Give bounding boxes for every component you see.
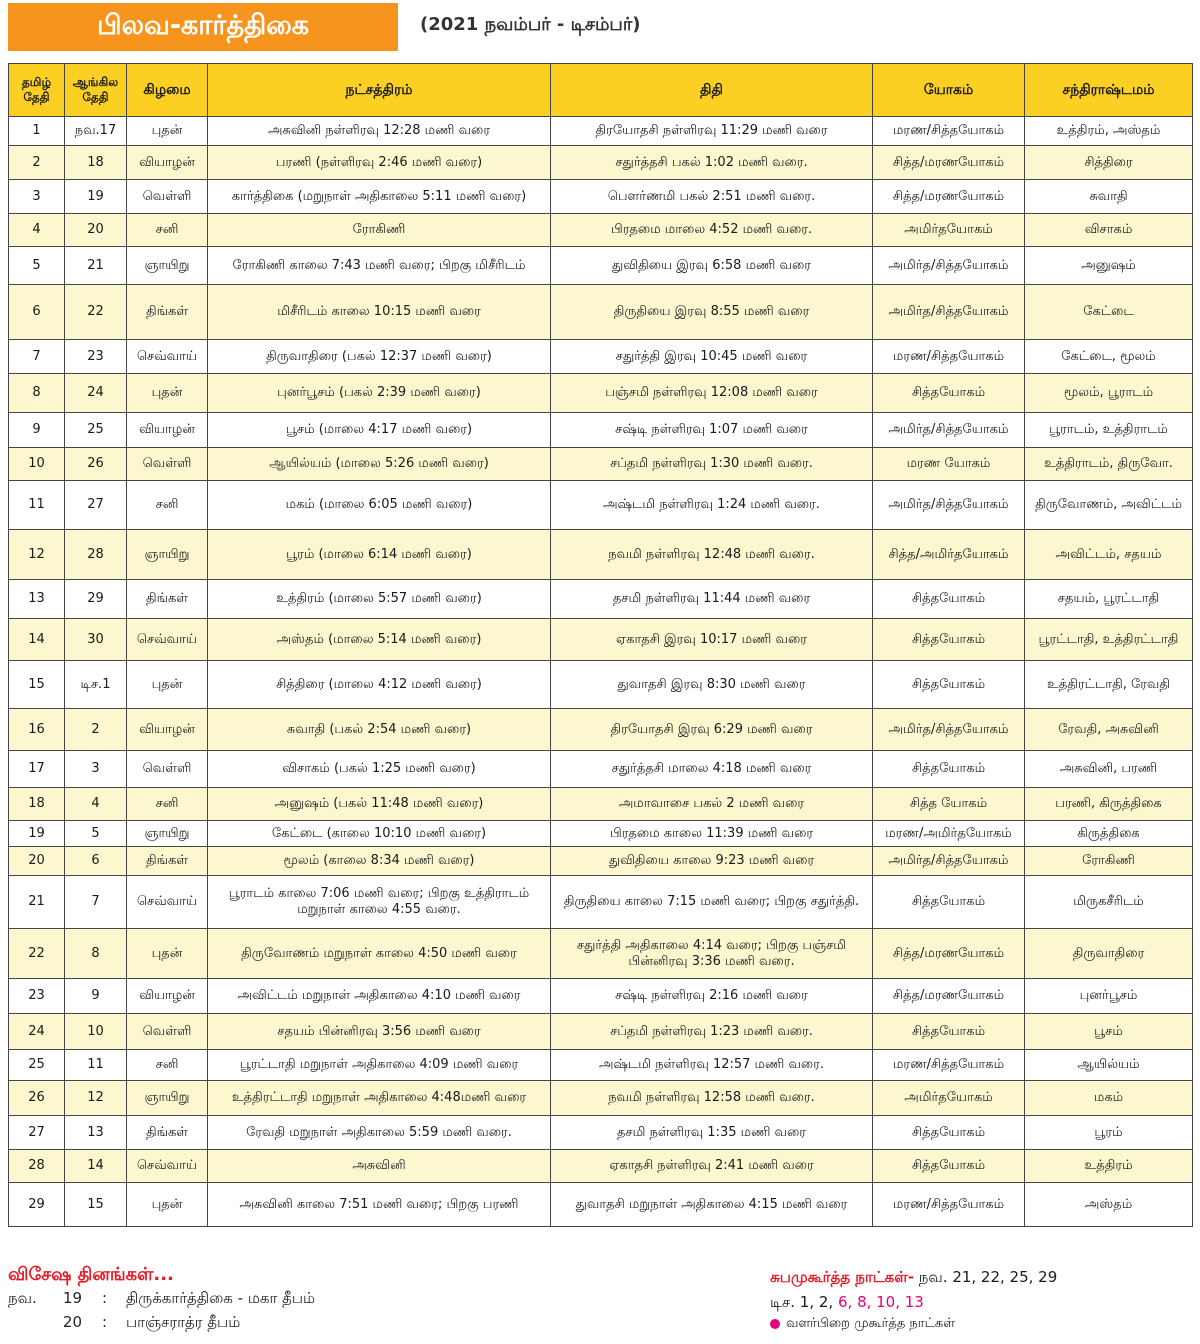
english-date-cell: 11 — [65, 1050, 127, 1081]
tithi-cell: சதுர்த்தசி பகல் 1:02 மணி வரை. — [551, 146, 873, 180]
tithi-cell: சஷ்டி நள்ளிரவு 2:16 மணி வரை — [551, 979, 873, 1014]
yogam-cell: அமிர்த/சித்தயோகம் — [873, 709, 1025, 751]
tamil-date-cell: 6 — [9, 285, 65, 340]
chandrashtamam-cell: உத்திரம் — [1025, 1150, 1193, 1183]
yogam-cell: அமிர்த/சித்தயோகம் — [873, 247, 1025, 285]
english-date-cell: 21 — [65, 247, 127, 285]
weekday-cell: திங்கள் — [127, 1116, 208, 1150]
weekday-cell: புதன் — [127, 661, 208, 709]
chandrashtamam-cell: சதயம், பூரட்டாதி — [1025, 580, 1193, 619]
tithi-cell: சதுர்த்தி இரவு 10:45 மணி வரை — [551, 340, 873, 374]
yogam-cell: மரண யோகம் — [873, 448, 1025, 481]
table-header-row — [9, 64, 1193, 117]
english-date-cell: 8 — [65, 929, 127, 979]
yogam-cell: மரண/சித்தயோகம் — [873, 340, 1025, 374]
tamil-date-cell: 12 — [9, 530, 65, 580]
column-header: தமிழ் தேதி — [9, 64, 65, 117]
tithi-cell: திரயோதசி நள்ளிரவு 11:29 மணி வரை — [551, 117, 873, 146]
nakshatra-cell: திருவாதிரை (பகல் 12:37 மணி வரை) — [208, 340, 551, 374]
weekday-cell: சனி — [127, 214, 208, 247]
tithi-cell: பிரதமை மாலை 4:52 மணி வரை. — [551, 214, 873, 247]
table-row — [9, 340, 1193, 374]
tithi-cell: அமாவாசை பகல் 2 மணி வரை — [551, 788, 873, 821]
table-row — [9, 374, 1193, 413]
muhurtha-dec-dates: 1, 2, — [799, 1293, 834, 1311]
nakshatra-cell: சதயம் பின்னிரவு 3:56 மணி வரை — [208, 1014, 551, 1050]
yogam-cell: சித்தயோகம் — [873, 580, 1025, 619]
special-days-title: விசேஷ தினங்கள்... — [8, 1264, 174, 1285]
title-banner — [8, 3, 398, 51]
special-day-date: 20 — [62, 1313, 82, 1331]
table-row — [9, 214, 1193, 247]
tithi-cell: திருதியை காலை 7:15 மணி வரை; பிறகு சதுர்த்தி. — [551, 876, 873, 929]
tamil-date-cell: 15 — [9, 661, 65, 709]
english-date-cell: 15 — [65, 1183, 127, 1227]
chandrashtamam-cell: கேட்டை — [1025, 285, 1193, 340]
tithi-cell: துவாதசி இரவு 8:30 மணி வரை — [551, 661, 873, 709]
chandrashtamam-cell: திருவோணம், அவிட்டம் — [1025, 481, 1193, 530]
english-date-cell: 5 — [65, 821, 127, 847]
english-date-cell: 4 — [65, 788, 127, 821]
weekday-cell: திங்கள் — [127, 847, 208, 876]
special-day-row — [8, 1313, 508, 1333]
tamil-date-cell: 5 — [9, 247, 65, 285]
muhurtha-legend-text: வளர்பிறை முகூர்த்த நாட்கள் — [786, 1316, 955, 1331]
weekday-cell: வெள்ளி — [127, 180, 208, 214]
table-row — [9, 117, 1193, 146]
table-row — [9, 1183, 1193, 1227]
tamil-date-cell: 22 — [9, 929, 65, 979]
special-day-row — [8, 1289, 508, 1309]
chandrashtamam-cell: சித்திரை — [1025, 146, 1193, 180]
tamil-date-cell: 28 — [9, 1150, 65, 1183]
nakshatra-cell: சித்திரை (மாலை 4:12 மணி வரை) — [208, 661, 551, 709]
muhurtha-legend — [770, 1316, 955, 1332]
tithi-cell: தசமி நள்ளிரவு 1:35 மணி வரை — [551, 1116, 873, 1150]
tamil-date-cell: 4 — [9, 214, 65, 247]
weekday-cell: புதன் — [127, 117, 208, 146]
nakshatra-cell: அசுவினி காலை 7:51 மணி வரை; பிறகு பரணி — [208, 1183, 551, 1227]
english-date-cell: 10 — [65, 1014, 127, 1050]
nakshatra-cell: அஸ்தம் (மாலை 5:14 மணி வரை) — [208, 619, 551, 661]
english-date-cell: 7 — [65, 876, 127, 929]
chandrashtamam-cell: அனுஷம் — [1025, 247, 1193, 285]
tamil-date-cell: 29 — [9, 1183, 65, 1227]
tithi-cell: துவாதசி மறுநாள் அதிகாலை 4:15 மணி வரை — [551, 1183, 873, 1227]
nakshatra-cell: பரணி (நள்ளிரவு 2:46 மணி வரை) — [208, 146, 551, 180]
weekday-cell: திங்கள் — [127, 580, 208, 619]
weekday-cell: வியாழன் — [127, 413, 208, 448]
tithi-cell: நவமி நள்ளிரவு 12:58 மணி வரை. — [551, 1081, 873, 1116]
column-header: நட்சத்திரம் — [208, 64, 551, 117]
table-row — [9, 1150, 1193, 1183]
english-date-cell: டிச.1 — [65, 661, 127, 709]
english-date-cell: 13 — [65, 1116, 127, 1150]
column-header: யோகம் — [873, 64, 1025, 117]
nakshatra-cell: மகம் (மாலை 6:05 மணி வரை) — [208, 481, 551, 530]
weekday-cell: வெள்ளி — [127, 751, 208, 788]
chandrashtamam-cell: பூரட்டாதி, உத்திரட்டாதி — [1025, 619, 1193, 661]
nakshatra-cell: சுவாதி (பகல் 2:54 மணி வரை) — [208, 709, 551, 751]
table-row — [9, 1081, 1193, 1116]
page-subtitle: (2021 நவம்பர் - டிசம்பர்) — [420, 14, 641, 35]
table-row — [9, 821, 1193, 847]
tithi-cell: பஞ்சமி நள்ளிரவு 12:08 மணி வரை — [551, 374, 873, 413]
english-date-cell: 27 — [65, 481, 127, 530]
table-row — [9, 847, 1193, 876]
weekday-cell: ஞாயிறு — [127, 821, 208, 847]
tithi-cell: சதுர்த்தி அதிகாலை 4:14 வரை; பிறகு பஞ்சமி பின்னிரவு 3:36 மணி வரை. — [551, 929, 873, 979]
chandrashtamam-cell: பூசம் — [1025, 1014, 1193, 1050]
chandrashtamam-cell: ரோகிணி — [1025, 847, 1193, 876]
weekday-cell: வியாழன் — [127, 709, 208, 751]
nakshatra-cell: உத்திரம் (மாலை 5:57 மணி வரை) — [208, 580, 551, 619]
nakshatra-cell: கார்த்திகை (மறுநாள் அதிகாலை 5:11 மணி வரை) — [208, 180, 551, 214]
yogam-cell: சித்தயோகம் — [873, 374, 1025, 413]
chandrashtamam-cell: பரணி, கிருத்திகை — [1025, 788, 1193, 821]
nakshatra-cell: திருவோணம் மறுநாள் காலை 4:50 மணி வரை — [208, 929, 551, 979]
column-header: சந்திராஷ்டமம் — [1025, 64, 1193, 117]
weekday-cell: வெள்ளி — [127, 448, 208, 481]
tamil-date-cell: 20 — [9, 847, 65, 876]
english-date-cell: 3 — [65, 751, 127, 788]
yogam-cell: மரண/சித்தயோகம் — [873, 1183, 1025, 1227]
chandrashtamam-cell: மூலம், பூராடம் — [1025, 374, 1193, 413]
weekday-cell: செவ்வாய் — [127, 340, 208, 374]
yogam-cell: மரண/அமிர்தயோகம் — [873, 821, 1025, 847]
english-date-cell: 25 — [65, 413, 127, 448]
tithi-cell: திரயோதசி இரவு 6:29 மணி வரை — [551, 709, 873, 751]
english-date-cell: 26 — [65, 448, 127, 481]
tamil-date-cell: 11 — [9, 481, 65, 530]
tamil-date-cell: 21 — [9, 876, 65, 929]
weekday-cell: செவ்வாய் — [127, 1150, 208, 1183]
tithi-cell: ஏகாதசி நள்ளிரவு 2:41 மணி வரை — [551, 1150, 873, 1183]
nakshatra-cell: விசாகம் (பகல் 1:25 மணி வரை) — [208, 751, 551, 788]
yogam-cell: அமிர்த/சித்தயோகம் — [873, 481, 1025, 530]
yogam-cell: மரண/சித்தயோகம் — [873, 117, 1025, 146]
chandrashtamam-cell: திருவாதிரை — [1025, 929, 1193, 979]
tithi-cell: திருதியை இரவு 8:55 மணி வரை — [551, 285, 873, 340]
muhurtha-dec-line — [770, 1293, 924, 1313]
yogam-cell: அமிர்தயோகம் — [873, 1081, 1025, 1116]
weekday-cell: ஞாயிறு — [127, 530, 208, 580]
english-date-cell: 6 — [65, 847, 127, 876]
chandrashtamam-cell: ஆயில்யம் — [1025, 1050, 1193, 1081]
table-row — [9, 247, 1193, 285]
tamil-date-cell: 16 — [9, 709, 65, 751]
table-row — [9, 1050, 1193, 1081]
nakshatra-cell: பூரட்டாதி மறுநாள் அதிகாலை 4:09 மணி வரை — [208, 1050, 551, 1081]
tamil-date-cell: 1 — [9, 117, 65, 146]
tamil-date-cell: 25 — [9, 1050, 65, 1081]
yogam-cell: சித்தயோகம் — [873, 661, 1025, 709]
chandrashtamam-cell: விசாகம் — [1025, 214, 1193, 247]
tamil-date-cell: 27 — [9, 1116, 65, 1150]
weekday-cell: ஞாயிறு — [127, 1081, 208, 1116]
table-row — [9, 448, 1193, 481]
muhurtha-nov-dates: நவ. 21, 22, 25, 29 — [918, 1268, 1058, 1286]
chandrashtamam-cell: பூரம் — [1025, 1116, 1193, 1150]
yogam-cell: சித்த/மரணயோகம் — [873, 180, 1025, 214]
yogam-cell: அமிர்த/சித்தயோகம் — [873, 285, 1025, 340]
nakshatra-cell: மூலம் (காலை 8:34 மணி வரை) — [208, 847, 551, 876]
table-row — [9, 788, 1193, 821]
chandrashtamam-cell: உத்திரம், அஸ்தம் — [1025, 117, 1193, 146]
weekday-cell: புதன் — [127, 374, 208, 413]
special-day-text: திருக்கார்த்திகை - மகா தீபம் — [126, 1289, 316, 1307]
tamil-date-cell: 14 — [9, 619, 65, 661]
chandrashtamam-cell: அஸ்தம் — [1025, 1183, 1193, 1227]
tamil-date-cell: 24 — [9, 1014, 65, 1050]
yogam-cell: சித்தயோகம் — [873, 876, 1025, 929]
tamil-date-cell: 10 — [9, 448, 65, 481]
nakshatra-cell: பூரம் (மாலை 6:14 மணி வரை) — [208, 530, 551, 580]
yogam-cell: சித்தயோகம் — [873, 619, 1025, 661]
weekday-cell: செவ்வாய் — [127, 876, 208, 929]
weekday-cell: ஞாயிறு — [127, 247, 208, 285]
nakshatra-cell: மிசீரிடம் காலை 10:15 மணி வரை — [208, 285, 551, 340]
tamil-date-cell: 8 — [9, 374, 65, 413]
tamil-date-cell: 13 — [9, 580, 65, 619]
english-date-cell: 28 — [65, 530, 127, 580]
muhurtha-dec-waxing-dates: 6, 8, 10, 13 — [837, 1293, 924, 1311]
tithi-cell: துவிதியை இரவு 6:58 மணி வரை — [551, 247, 873, 285]
page-title: பிலவ-கார்த்திகை — [96, 9, 310, 41]
table-row — [9, 661, 1193, 709]
yogam-cell: சித்தயோகம் — [873, 751, 1025, 788]
yogam-cell: சித்த யோகம் — [873, 788, 1025, 821]
column-header: கிழமை — [127, 64, 208, 117]
column-header: ஆங்கில தேதி — [65, 64, 127, 117]
tamil-date-cell: 9 — [9, 413, 65, 448]
english-date-cell: நவ.17 — [65, 117, 127, 146]
nakshatra-cell: அனுஷம் (பகல் 11:48 மணி வரை) — [208, 788, 551, 821]
yogam-cell: அமிர்த/சித்தயோகம் — [873, 847, 1025, 876]
tithi-cell: சப்தமி நள்ளிரவு 1:23 மணி வரை. — [551, 1014, 873, 1050]
nakshatra-cell: அசுவினி நள்ளிரவு 12:28 மணி வரை — [208, 117, 551, 146]
english-date-cell: 19 — [65, 180, 127, 214]
yogam-cell: அமிர்த/சித்தயோகம் — [873, 413, 1025, 448]
chandrashtamam-cell: உத்திராடம், திருவோ. — [1025, 448, 1193, 481]
tithi-cell: அஷ்டமி நள்ளிரவு 1:24 மணி வரை. — [551, 481, 873, 530]
english-date-cell: 9 — [65, 979, 127, 1014]
special-day-date: 19 — [62, 1289, 82, 1307]
nakshatra-cell: பூசம் (மாலை 4:17 மணி வரை) — [208, 413, 551, 448]
muhurtha-title: சுபமுகூர்த்த நாட்கள்- — [770, 1268, 915, 1286]
table-row — [9, 146, 1193, 180]
tamil-date-cell: 18 — [9, 788, 65, 821]
chandrashtamam-cell: பூராடம், உத்திராடம் — [1025, 413, 1193, 448]
english-date-cell: 14 — [65, 1150, 127, 1183]
nakshatra-cell: புனர்பூசம் (பகல் 2:39 மணி வரை) — [208, 374, 551, 413]
yogam-cell: மரண/சித்தயோகம் — [873, 1050, 1025, 1081]
english-date-cell: 23 — [65, 340, 127, 374]
nakshatra-cell: அசுவினி — [208, 1150, 551, 1183]
table-row — [9, 929, 1193, 979]
yogam-cell: சித்தயோகம் — [873, 1150, 1025, 1183]
table-row — [9, 619, 1193, 661]
tamil-date-cell: 17 — [9, 751, 65, 788]
tithi-cell: பிரதமை காலை 11:39 மணி வரை — [551, 821, 873, 847]
tithi-cell: நவமி நள்ளிரவு 12:48 மணி வரை. — [551, 530, 873, 580]
nakshatra-cell: பூராடம் காலை 7:06 மணி வரை; பிறகு உத்திராடம் மறுநாள் காலை 4:55 வரை. — [208, 876, 551, 929]
tamil-date-cell: 7 — [9, 340, 65, 374]
table-row — [9, 876, 1193, 929]
table-row — [9, 530, 1193, 580]
yogam-cell: அமிர்தயோகம் — [873, 214, 1025, 247]
weekday-cell: திங்கள் — [127, 285, 208, 340]
chandrashtamam-cell: கிருத்திகை — [1025, 821, 1193, 847]
table-row — [9, 180, 1193, 214]
english-date-cell: 24 — [65, 374, 127, 413]
nakshatra-cell: ரேவதி மறுநாள் அதிகாலை 5:59 மணி வரை. — [208, 1116, 551, 1150]
english-date-cell: 20 — [65, 214, 127, 247]
weekday-cell: புதன் — [127, 929, 208, 979]
nakshatra-cell: ரோகிணி காலை 7:43 மணி வரை; பிறகு மிசீரிடம் — [208, 247, 551, 285]
table-row — [9, 285, 1193, 340]
table-row — [9, 481, 1193, 530]
special-day-text: பாஞ்சராத்ர தீபம் — [126, 1313, 241, 1331]
chandrashtamam-cell: மிருகசீரிடம் — [1025, 876, 1193, 929]
tithi-cell: அஷ்டமி நள்ளிரவு 12:57 மணி வரை. — [551, 1050, 873, 1081]
english-date-cell: 30 — [65, 619, 127, 661]
special-day-month: நவ. — [8, 1289, 37, 1307]
tamil-date-cell: 19 — [9, 821, 65, 847]
english-date-cell: 12 — [65, 1081, 127, 1116]
table-row — [9, 1014, 1193, 1050]
nakshatra-cell: அவிட்டம் மறுநாள் அதிகாலை 4:10 மணி வரை — [208, 979, 551, 1014]
tithi-cell: சப்தமி நள்ளிரவு 1:30 மணி வரை. — [551, 448, 873, 481]
table-row — [9, 709, 1193, 751]
chandrashtamam-cell: அசுவினி, பரணி — [1025, 751, 1193, 788]
chandrashtamam-cell: புனர்பூசம் — [1025, 979, 1193, 1014]
weekday-cell: வியாழன் — [127, 146, 208, 180]
tamil-date-cell: 23 — [9, 979, 65, 1014]
table-row — [9, 413, 1193, 448]
nakshatra-cell: கேட்டை (காலை 10:10 மணி வரை) — [208, 821, 551, 847]
chandrashtamam-cell: அவிட்டம், சதயம் — [1025, 530, 1193, 580]
weekday-cell: சனி — [127, 788, 208, 821]
tithi-cell: சதுர்த்தசி மாலை 4:18 மணி வரை — [551, 751, 873, 788]
tamil-date-cell: 3 — [9, 180, 65, 214]
column-header: திதி — [551, 64, 873, 117]
english-date-cell: 22 — [65, 285, 127, 340]
yogam-cell: சித்த/அமிர்தயோகம் — [873, 530, 1025, 580]
weekday-cell: வெள்ளி — [127, 1014, 208, 1050]
english-date-cell: 18 — [65, 146, 127, 180]
weekday-cell: செவ்வாய் — [127, 619, 208, 661]
yogam-cell: சித்தயோகம் — [873, 1116, 1025, 1150]
nakshatra-cell: உத்திரட்டாதி மறுநாள் அதிகாலை 4:48மணி வரை — [208, 1081, 551, 1116]
tithi-cell: பௌர்ணமி பகல் 2:51 மணி வரை. — [551, 180, 873, 214]
tithi-cell: சஷ்டி நள்ளிரவு 1:07 மணி வரை — [551, 413, 873, 448]
table-row — [9, 580, 1193, 619]
yogam-cell: சித்த/மரணயோகம் — [873, 929, 1025, 979]
special-day-separator: : — [102, 1313, 108, 1331]
table-row — [9, 979, 1193, 1014]
special-day-separator: : — [102, 1289, 108, 1307]
calendar-table — [8, 63, 1193, 1227]
muhurtha-dec-prefix: டிச. — [770, 1293, 796, 1311]
english-date-cell: 29 — [65, 580, 127, 619]
tithi-cell: தசமி நள்ளிரவு 11:44 மணி வரை — [551, 580, 873, 619]
chandrashtamam-cell: கேட்டை, மூலம் — [1025, 340, 1193, 374]
tamil-date-cell: 2 — [9, 146, 65, 180]
chandrashtamam-cell: சுவாதி — [1025, 180, 1193, 214]
table-row — [9, 1116, 1193, 1150]
nakshatra-cell: ஆயில்யம் (மாலை 5:26 மணி வரை) — [208, 448, 551, 481]
weekday-cell: வியாழன் — [127, 979, 208, 1014]
table-row — [9, 751, 1193, 788]
tamil-date-cell: 26 — [9, 1081, 65, 1116]
chandrashtamam-cell: ரேவதி, அசுவினி — [1025, 709, 1193, 751]
pink-dot-icon — [770, 1319, 780, 1329]
weekday-cell: சனி — [127, 481, 208, 530]
weekday-cell: புதன் — [127, 1183, 208, 1227]
yogam-cell: சித்தயோகம் — [873, 1014, 1025, 1050]
nakshatra-cell: ரோகிணி — [208, 214, 551, 247]
tithi-cell: துவிதியை காலை 9:23 மணி வரை — [551, 847, 873, 876]
chandrashtamam-cell: உத்திரட்டாதி, ரேவதி — [1025, 661, 1193, 709]
yogam-cell: சித்த/மரணயோகம் — [873, 146, 1025, 180]
tithi-cell: ஏகாதசி இரவு 10:17 மணி வரை — [551, 619, 873, 661]
weekday-cell: சனி — [127, 1050, 208, 1081]
yogam-cell: சித்த/மரணயோகம் — [873, 979, 1025, 1014]
chandrashtamam-cell: மகம் — [1025, 1081, 1193, 1116]
muhurtha-nov-line — [770, 1268, 1057, 1288]
english-date-cell: 2 — [65, 709, 127, 751]
